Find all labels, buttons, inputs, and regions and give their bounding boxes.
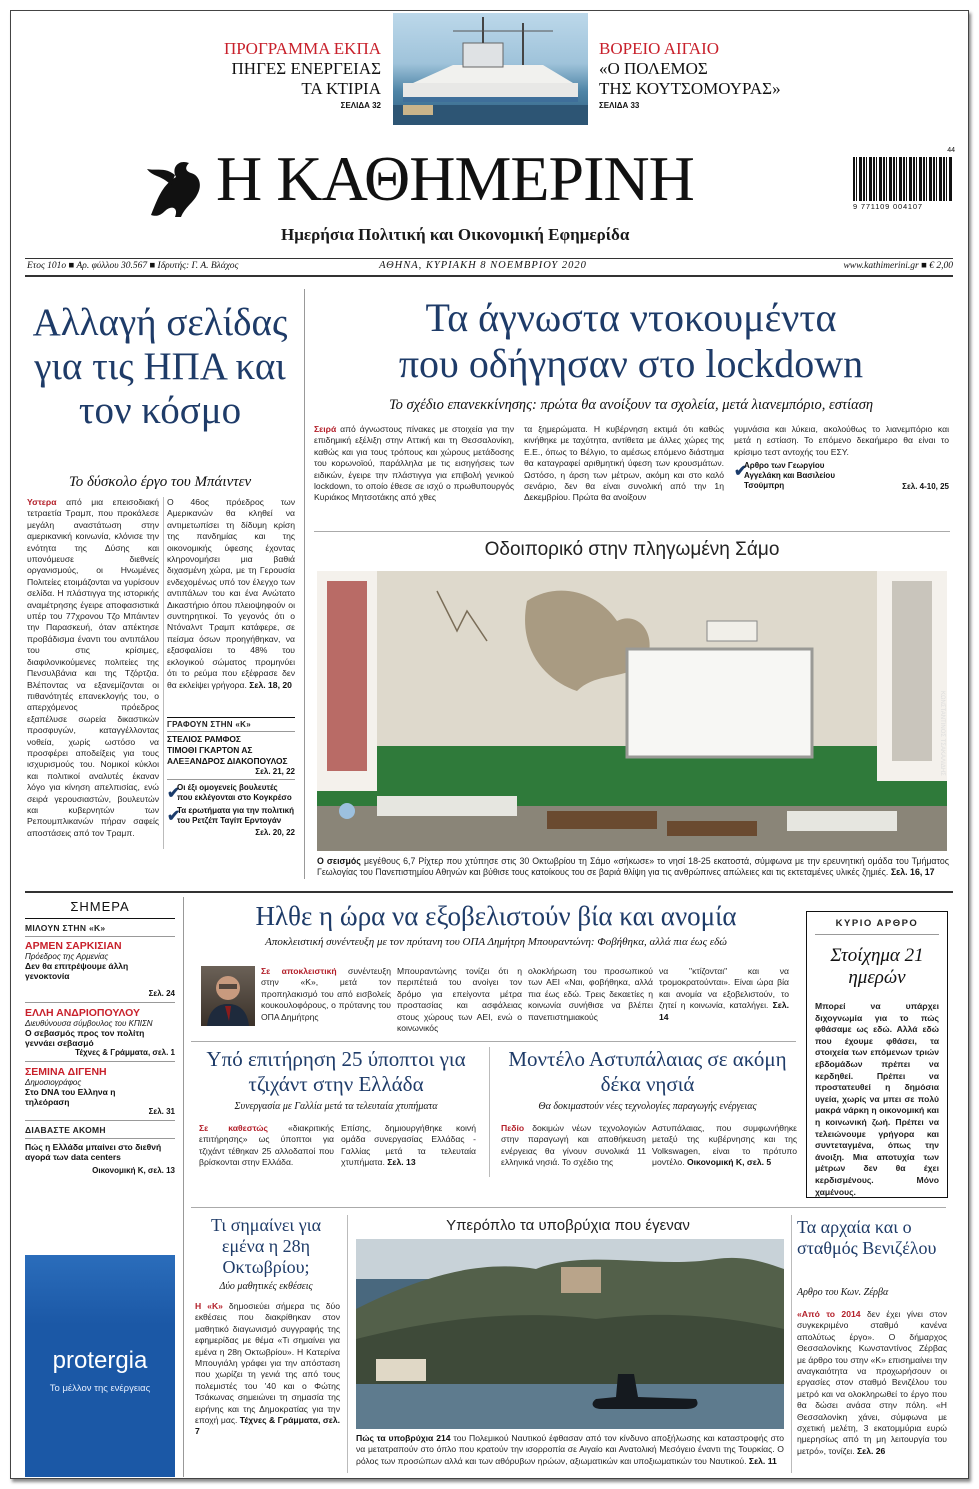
left-col1-text: Υστερα από μια επεισοδιακή τετραετία Τραμπ, που προκάλεσε μεγάλη αναστάτωση στην αμερικανική κοινωνία, κλόνισε την ενότητα της Δύσης και υπονόμευσε διεθνείς οργανισμούς, οι Ηνωμένες Πολιτείες ετοιμάζονται να γυρίσουν σελίδα. Η πλάστιγγα της ιστορικής αναμέτρησης έγειρε αποφασιστικά υπέρ του 77χρονου Τζο Μπάιντεν την Παρασκευή, όταν απέκτησε προβάδισμα έναντι του αντιπάλου του στις κρίσιμες, διαφιλονικούμενες πολιτείες της Πενσυλβάνια και της Τζόρτζια. Βλέποντας να εξανεμίζονται οι πιθανότητές επανεκλογής του, ο απερχόμενος πρόεδρος εξαπέλυσε σωρεία δικαστικών προσφυγών, καταγγέλλοντας νοθεία, χωρίς ωστόσο να προσφέρει αποδείξεις για τους ισχυρισμούς του. Νομικοί κύκλοι και πολιτικοί αναλυτές έκαναν λόγο για κίνηση απελπισίας, ενώ σειρά γερουσιαστών, βουλευτών και κυβερνητών των Ρεπουμπλικανών πήραν σαφείς αποστάσεις από τον Τραμπ.: [27, 497, 159, 838]
teaser-left-line1: ΠΗΓΕΣ ΕΝΕΡΓΕΙΑΣ: [231, 59, 381, 78]
writers-ref: Σελ. 21, 22: [255, 767, 295, 776]
teaser-right-line2: ΤΗΣ ΚΟΥΤΣΟΜΟΥΡΑΣ»: [599, 79, 781, 98]
jihadists-subhead: Συνεργασία με Γαλλία μετά τα τελευταία χτυπήματα: [234, 1101, 438, 1112]
teaser-left-line2: ΤΑ ΚΤΙΡΙΑ: [301, 79, 381, 98]
rector-portrait: [201, 966, 255, 1026]
dateline-date: ΑΘΗΝΑ, ΚΥΡΙΑΚΗ 8 ΝΟΕΜΒΡΙΟΥ 2020: [379, 260, 587, 271]
dateline-left: Ετος 101ο ■ Αρ. φύλλου 30.567 ■ Ιδρυτής: Γ. Α. Βλάχος: [27, 261, 239, 271]
astypalea-headline[interactable]: Μοντέλο Αστυπάλαιας σε ακόμη δέκα νησιά: [508, 1047, 787, 1096]
barcode-number: 9 771109 004107: [853, 202, 923, 211]
checkmark-icon: ✔: [167, 806, 181, 825]
sidebar-item-digeni[interactable]: ΣΕΜΙΝΑ ΔΙΓΕΝΗ Δημοσιογράφος Στο DNA του Ελληνα η τηλεόραση Σελ. 31: [25, 1062, 175, 1121]
ad-slogan: Το μέλλον της ενέργειας: [49, 1383, 151, 1394]
masthead-logo-icon: [141, 155, 211, 225]
jihadists-col2-text: Επίσης, δημιουργήθηκε κοινή ομάδα συνεργασίας Ελλάδας - Γαλλίας μετά τα τελευταία χτυπήματα. Σελ. 13: [341, 1123, 476, 1168]
antiquities-subhead: Αρθρο του Κων. Ζέρβα: [797, 1287, 889, 1298]
violence-col3-text: ολοκλήρωση του προσωπικού των ΑΕΙ «Ναι, φοβήθηκα, αλλά πια έως εδώ. Τρεις δεκαετίες η κοινωνία συνήθισε να βλέπει πανεπιστημιακούς: [528, 966, 653, 1022]
lower-rule: [191, 1207, 946, 1208]
oct28-headline[interactable]: Τι σημαίνει για εμένα η 28η Οκτωβρίου;: [210, 1215, 321, 1277]
main-subhead: Το σχέδιο επανεκκίνησης: πρώτα θα ανοίξουν τα σχολεία, μετά λιανεμπόριο, εστίαση: [388, 397, 874, 413]
violence-headline[interactable]: Ηλθε η ώρα να εξοβελιστούν βία και ανομία: [255, 901, 737, 931]
antiquities-divider: [791, 1215, 792, 1473]
sidebar-today: [25, 899, 175, 1175]
violence-col2-text: Μπουραντώνης τονίζει ότι η περιπέτειά του ανοίγει τον δρόμο για επείγοντα μέτρα προστασίας και ασφάλειας στους χώρους των ΑΕΙ, ενώ ο κοινωνικός: [397, 966, 522, 1034]
checkmark-icon: ✔: [734, 461, 748, 480]
sidebar-item-andriopoulou[interactable]: ΕΛΛΗ ΑΝΔΡΙΟΠΟΥΛΟΥ Διευθύνουσα σύμβουλος του ΚΠΙΣΝ Ο σεβασμός προς τον πολίτη γεννάει σεβασμό Τέχνες & Γράμματα, σελ. 1: [25, 1003, 175, 1062]
teaser-left[interactable]: [171, 39, 381, 110]
violence-subhead: Αποκλειστική συνέντευξη με τον πρύτανη του ΟΠΑ Δημήτρη Μπουραντώνη: Φοβήθηκα, αλλά πια έως εδώ: [265, 936, 727, 948]
submarines-title[interactable]: Υπερόπλο τα υποβρύχια που έγεναν: [446, 1217, 690, 1234]
oct28-text: Η «Κ» δημοσιεύει σήμερα τις δύο εκθέσεις που διακρίθηκαν στον μαθητικό διαγωνισμό συγγραφής της εφημερίδας με θέμα «Τι σημαίνει για εμένα η 28η Οκτωβρίου». Η Κατερίνα Μπουγιάλη γράφει για την απόσταση που χωρίζει τη γενιά της από τους πολεμιστές του '40 και ο Φώτης Τσάκωνας σημειώνει τη σημασία της ειρήνης και της Δημοκρατίας για την εποχή μας. Τέχνες & Γράμματα, σελ. 7: [195, 1301, 341, 1437]
left-col1-lead: Υστερα: [27, 497, 57, 507]
portrait-illustration: [201, 966, 255, 1026]
teaser-right[interactable]: [599, 39, 809, 110]
violence-rule: [191, 1041, 796, 1042]
writers-box: [167, 717, 295, 837]
mid-divider: [489, 1047, 490, 1177]
samos-rule: [314, 531, 950, 532]
jihadists-col1-text: Σε καθεστώς «διακριτικής επιτήρησης» ως ύποπτοι για τζιχάντ τέθηκαν 25 αλλοδαποί που βρίσκονται στην Ελλάδα.: [199, 1123, 335, 1168]
sidebar-item-sarkissian[interactable]: ΑΡΜΕΝ ΣΑΡΚΙΣΙΑΝ Πρόεδρος της Αρμενίας Δεν θα επιτρέψουμε άλλη γενοκτονία Σελ. 24: [25, 940, 175, 1003]
bullets-ref: Σελ. 20, 22: [255, 828, 295, 837]
teaser-left-page: ΣΕΛΙΔΑ 32: [340, 101, 381, 110]
antiquities-text: «Από το 2014 δεν έχει γίνει στον συγκεκριμένο σταθμό κανένα απολύτως έργο». Ο δήμαρχος Θεσσαλονίκης Κωνσταντίνος Ζέρβας με άρθρο του στην «Κ» επισημαίνει την αναγκαιότητα να προχωρήσουν οι εργασίες στον σταθμό Βενιζέλου του μετρό και να ολοκληρωθεί το έργο που θα δώσει ανάσα στην πόλη. «Η Θεσσαλονίκη χάνει, σύμφωνα με σχετική μελέτη, 3 εκατομμύρια ευρώ ημερησίως από τη μη λειτουργία του μετρό», τονίζει. Σελ. 26: [797, 1309, 947, 1456]
dateline-rule-bottom: [25, 275, 953, 277]
astypalea-col2-text: Αστυπάλαιας, που συμφωνήθηκε μεταξύ της κυβέρνησης και της Volkswagen, είναι το πρότυπο μοντέλο. Οικονομική Κ, σελ. 5: [652, 1123, 797, 1168]
newspaper-page: [10, 10, 969, 1479]
boats-illustration: [393, 13, 588, 125]
astypalea-subhead: Θα δοκιμαστούν νέες τεχνολογίες παραγωγής ενέργειας: [538, 1101, 757, 1112]
checkmark-icon: ✔: [167, 783, 181, 802]
samos-photo-credit: ΚΩΝΣΤΑΝΤΙΝΟΣ ΤΣΑΚΑΛΙΔΗΣ: [939, 691, 945, 776]
sidebar-speak-title: ΜΙΛΟΥΝ ΣΤΗΝ «Κ»: [25, 923, 106, 933]
teaser-right-line1: «Ο ΠΟΛΕΜΟΣ: [599, 59, 708, 78]
editorial-box[interactable]: [806, 911, 948, 1198]
sidebar-read-item[interactable]: Πώς η Ελλάδα μπαίνει στο διεθνή αγορά των data centers Οικονομική Κ, σελ. 13: [25, 1142, 175, 1175]
jihadists-headline[interactable]: Υπό επιτήρηση 25 ύποπτοι για τζιχάντ στην Ελλάδα: [206, 1047, 466, 1096]
teaser-left-kicker: ΠΡΟΓΡΑΜΜΑ ΕΚΠΑ: [223, 39, 381, 58]
submarine-photo: [356, 1239, 784, 1429]
editorial-text: Μπορεί να υπάρχει διχογνωμία για το πώς φθάσαμε ως εδώ. Αλλά εδώ που έχουμε φθάσει, τα στοιχεία των επόμενων τριών εβδομάδων πρέπει να κερδηθεί. Πρέπει να προστατευθεί η δημόσια υγεία, χωρίς να μπει σε πολύ μακρά νάρκη η οικονομική και η κοινωνική ζωή. Πρέπει να τελειώνουμε γρήγορα και συντεταγμένα, όπως την άνοιξη. Μια αποτυχία των μέτρων δεν θα έχει κερδισμένους. Μόνο χαμένους.: [815, 1001, 939, 1197]
barcode-top-number: 44: [947, 147, 955, 154]
samos-title[interactable]: Οδοιπορικό στην πληγωμένη Σάμο: [484, 539, 780, 560]
main-byline[interactable]: ✔ Αρθρο των Γεωργίου Αγγελάκη και Βασιλείου Τσούμπρη Σελ. 4-10, 25: [734, 461, 949, 491]
masthead-title: Η ΚΑΘΗΜΕΡΙΝΗ: [216, 143, 694, 214]
sidebar-read-title: ΔΙΑΒΑΣΤΕ ΑΚΟΜΗ: [25, 1125, 106, 1135]
sidebar-divider: [183, 897, 184, 1477]
masthead-subtitle: Ημερήσια Πολιτική και Οικονομική Εφημερίδα: [281, 225, 630, 244]
sidebar-today-title: ΣΗΜΕΡΑ: [70, 899, 130, 914]
lower-section-rule: [25, 891, 953, 893]
editorial-title: Στοίχημα 21 ημερών: [830, 945, 924, 988]
writers-box-title: ΓΡΑΦΟΥΝ ΣΤΗΝ «Κ»: [167, 720, 251, 729]
main-headline[interactable]: Τα άγνωστα ντοκουμέντα που οδήγησαν στο lockdown: [398, 295, 864, 386]
violence-col4-text: να "κτίζονται" και να τρομοκρατούνται». Είναι ώρα βία και ανομία να εξοβελιστούν, το ζητεί η κοινωνία, καταλήγει. Σελ. 14: [659, 966, 790, 1022]
writer-2[interactable]: ΤΙΜΟΘΙ ΓΚΑΡΤΟΝ ΑΣ: [167, 745, 253, 755]
submarines-caption: Πώς τα υποβρύχια 214 του Πολεμικού Ναυτικού έφθασαν από τον κίνδυνο αποξήλωσης και καταστροφής στο να μετατραπούν στο όπλο που κρατούν την ισορροπία σε Αιγαίο και Ανατολική Μεσόγειο έναντι της Τουρκίας. Ο ρόλος των προσώπων αλλά και των αθόρυβων ηρώων, αξιωματικών και υποξιωματικών του Ναυτικού. Σελ. 11: [356, 1433, 784, 1466]
classroom-damage-illustration: [317, 571, 947, 851]
left-col2: Ο 46ος πρόεδρος των Αμερικανών θα κληθεί να αντιμετωπίσει τη δίδυμη κρίση της πανδημίας και της οικονομικής ύφεσης έχοντας κληρονομήσει μια βαθιά διχασμένη χώρα, με τη Γερουσία ενδεχομένως υπό τον έλεγχο των αντιπάλων του και ένα Ανώτατο Δικαστήριο όπου πλειοψηφούν οι συντηρητικοί. Το γεγονός ότι ο Ντόναλντ Τραμπ κατάφερε, σε πείσμα όσων προηγήθηκαν, να εξασφαλίσει το 48% του εκλογικού σώματος προμηνύει ότι το ρεύμα που εξέφρασε δεν θα εκλείψει γρήγορα. Σελ. 18, 20 ΓΡΑΦΟΥΝ ΣΤΗΝ «Κ» ΣΤΕΛΙΟΣ ΡΑΜΦΟΣ ΤΙΜΟΘΙ ΓΚΑΡΤΟΝ ΑΣ ΑΛΕΞΑΝΔΡΟΣ ΔΙΑΚΟΠΟΥΛΟΣ Σελ. 21, 22 ✔ Οι έξι ομογενείς βουλευτές που εκλέγονται στο Κογκρέσο ✔ Τα ερωτήματα για την πολιτική του Ρετζέπ Ταγίπ Ερντογάν Σελ. 20, 22: [167, 497, 295, 837]
oct28-divider: [347, 1215, 348, 1473]
protergia-ad[interactable]: [25, 1255, 175, 1477]
main-col1-text: Σειρά από άγνωστους πίνακες με στοιχεία για την επιδημική εξέλιξη στην Αττική και τη Θεσσαλονίκη, καθώς και για τους τρόπους και χώρους μετάδοσης του κορωνοϊού, παράλληλα με τις εισηγήσεις των ειδικών, έγειρε την πλάστιγγα για επιβολή γενικού lockdown, το οποίο έθεσε σε ισχύ ο πρωθυπουργός Κυριάκος Μητσοτάκης από χθες: [314, 424, 514, 503]
teaser-boats-photo: [393, 13, 588, 125]
harbor-submarine-illustration: [356, 1239, 784, 1429]
teaser-right-kicker: ΒΟΡΕΙΟ ΑΙΓΑΙΟ: [599, 39, 720, 58]
main-col2-text: τα ξημερώματα. Η κυβέρνηση εκτιμά ότι καθώς κινήθηκε με ταχύτητα, αντίθετα με άλλες χώρες της Ε.Ε., όπως το Βέλγιο, το αμέσως επόμενο διάστημα θα καταγραφεί αριθμητική ύφεση των κρουσμάτων. Ωστόσο, η άρση των μέτρων, ακόμη και στο καλό σενάριο, δεν θα είναι συνολική από την 1η Δεκεμβρίου. Πρώτα θα ανοίξουν: [524, 424, 724, 503]
dateline-right: www.kathimerini.gr ■ € 2,00: [843, 261, 953, 271]
violence-col1-text: Σε αποκλειστική συνέντευξη στην «Κ», μετά τον προπηλακισμό του από εισβολείς κουκουλοφόρους, ο πρύτανης του ΟΠΑ Δημήτρης: [261, 966, 391, 1022]
antiquities-headline[interactable]: Τα αρχαία και ο σταθμός Βενιζέλου: [797, 1217, 937, 1258]
barcode-bars: [853, 157, 953, 201]
samos-caption: Ο σεισμός μεγέθους 6,7 Ρίχτερ που χτύπησε στις 30 Οκτωβρίου τη Σάμο «σήκωσε» το νησί 18-25 εκατοστά, σύμφωνα με την ερευνητική ομάδα του Τμήματος Γεωλογίας του Πανεπιστημίου Αθηνών και βύθισε τους κατοίκους του σε βαριά θλίψη για τις ανθρώπινες απώλειες και τις εκτεταμένες υλικές ζημιές. Σελ. 16, 17: [317, 856, 949, 878]
bullet-1[interactable]: ✔ Οι έξι ομογενείς βουλευτές που εκλέγονται στο Κογκρέσο: [167, 783, 292, 802]
main-column-divider: [304, 289, 305, 879]
oct28-subhead: Δύο μαθητικές εκθέσεις: [219, 1281, 313, 1292]
ad-brand: protergia: [52, 1347, 148, 1374]
dateline-rule-top: [25, 258, 953, 259]
writer-1[interactable]: ΣΤΕΛΙΟΣ ΡΑΜΦΟΣ: [167, 734, 241, 744]
writer-3[interactable]: ΑΛΕΞΑΝΔΡΟΣ ΔΙΑΚΟΠΟΥΛΟΣ: [167, 756, 288, 766]
astypalea-col1-text: Πεδίο δοκιμών νέων τεχνολογιών στην παραγωγή και αποθήκευση ενέργειας θα γίνουν συνολικά 11 ελληνικά νησιά. Το σχέδιο της: [501, 1123, 646, 1168]
main-col3: γυμνάσια και λύκεια, ακολούθως το λιανεμπόριο και μετά η εστίαση. Το επόμενο δεκαήμερο θα είναι το κρίσιμο τεστ αντοχής του ΕΣΥ. ✔ Αρθρο των Γεωργίου Αγγελάκη και Βασιλείου Τσούμπρη Σελ. 4-10, 25: [734, 424, 949, 491]
bullet-2[interactable]: ✔ Τα ερωτήματα για την πολιτική του Ρετζέπ Ταγίπ Ερντογάν: [167, 806, 295, 825]
samos-photo: [317, 571, 947, 851]
barcode: [849, 149, 957, 211]
left-col-divider: [163, 497, 164, 849]
left-headline[interactable]: Αλλαγή σελίδας για τις ΗΠΑ και τον κόσμο: [32, 301, 288, 432]
left-subhead: Το δύσκολο έργο του Μπάιντεν: [68, 474, 252, 490]
editorial-label: ΚΥΡΙΟ ΑΡΘΡΟ: [835, 918, 919, 929]
teaser-right-page: ΣΕΛΙΔΑ 33: [599, 101, 640, 110]
